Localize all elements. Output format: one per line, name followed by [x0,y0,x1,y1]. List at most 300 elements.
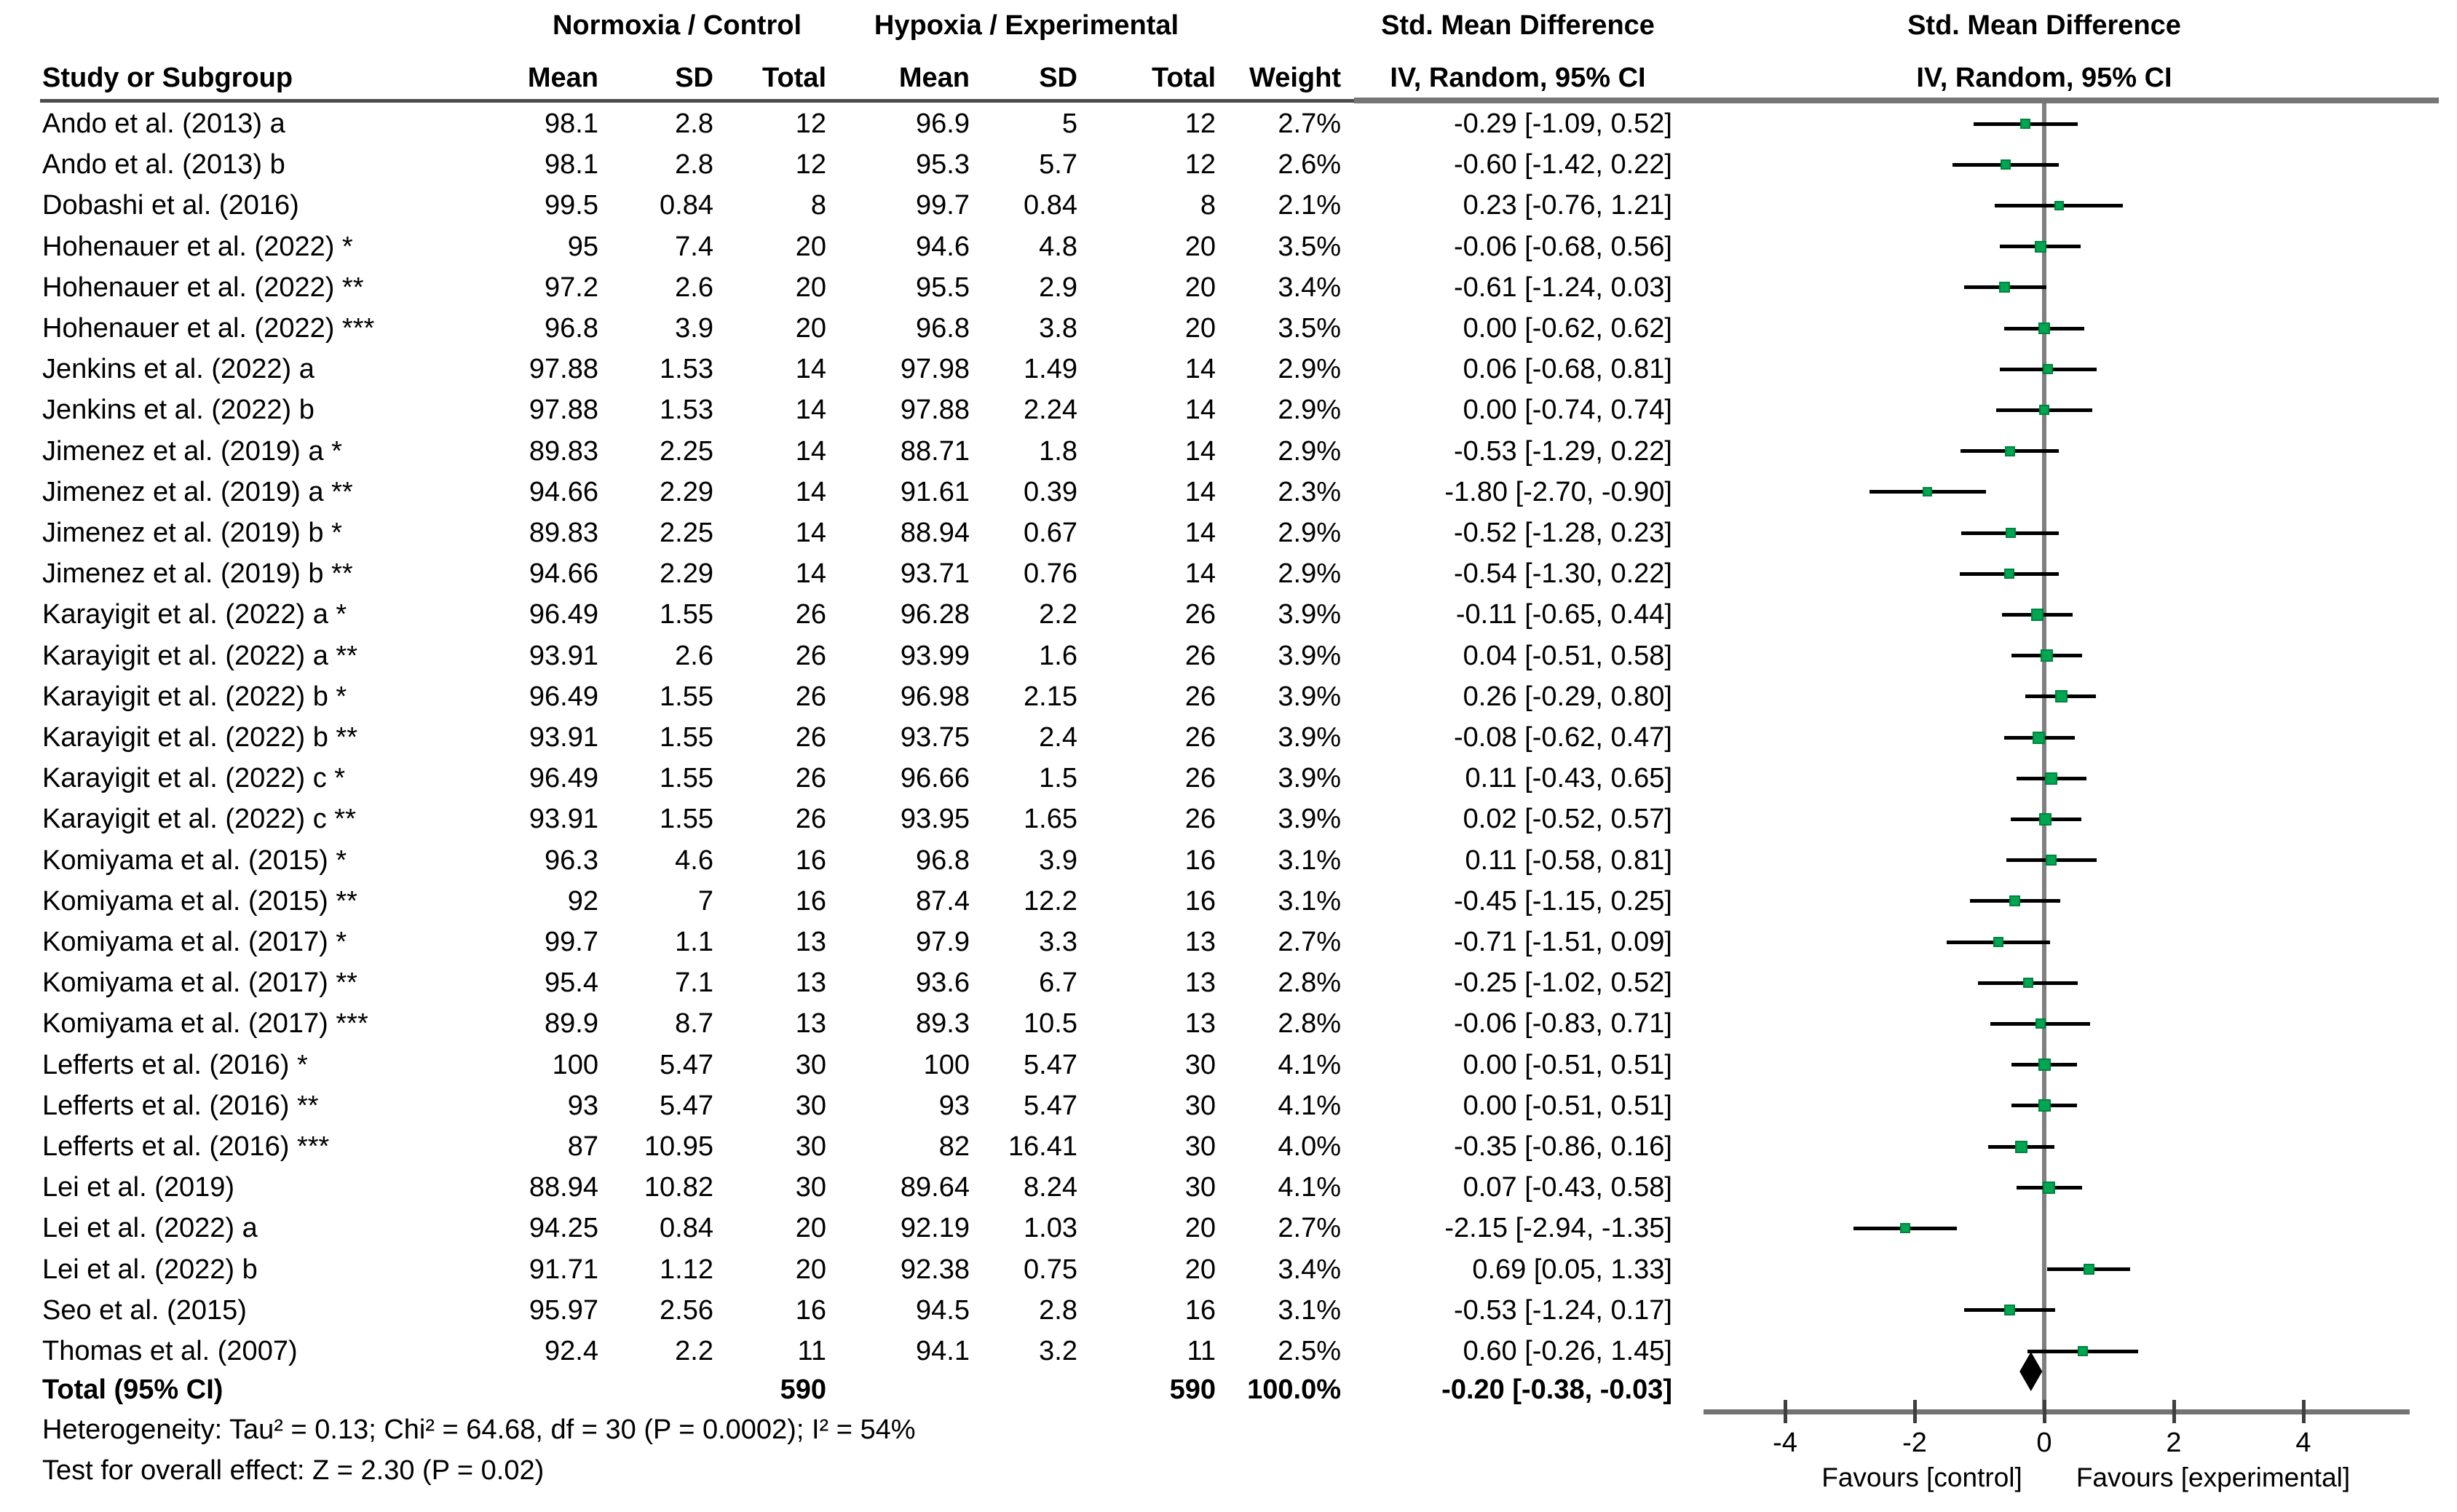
cell-e_mean: 93 [938,1090,970,1121]
cell-c_sd: 7.1 [675,967,713,999]
cell-c_total: 12 [795,149,826,181]
cell-c_sd: 7 [697,885,713,917]
cell-c_sd: 7.4 [675,231,713,262]
cell-e_sd: 1.65 [1024,804,1077,835]
cell-e_total: 11 [1187,1336,1216,1366]
cell-c_total: 12 [795,108,826,139]
cell-e_total: 12 [1184,149,1216,181]
cell-ci_label: 0.11 [-0.43, 0.65] [1465,763,1672,794]
effect-square [2046,855,2057,866]
cell-e_sd: 1.5 [1039,763,1077,794]
study-name: Komiyama et al. (2015) * [42,844,347,876]
cell-e_mean: 97.9 [916,927,970,957]
study-name: Karayigit et al. (2022) c ** [42,804,356,835]
cell-c_mean: 95 [567,231,598,262]
cell-c_total: 16 [795,885,826,917]
cell-c_total: 20 [795,272,826,303]
cell-e_sd: 12.2 [1024,885,1077,917]
cell-e_sd: 1.49 [1024,354,1077,385]
cell-e_sd: 5.47 [1024,1090,1077,1121]
cell-c_mean: 89.83 [529,518,598,548]
cell-c_total: 13 [795,927,826,957]
cell-weight: 3.1% [1278,1294,1341,1326]
cell-c_mean: 97.88 [529,354,598,385]
cell-e_sd: 5 [1061,108,1077,139]
column-header-mean-control: Mean [527,63,598,93]
column-header-total-control: Total [762,63,826,93]
cell-weight: 2.9% [1278,395,1341,426]
effect-square [2006,528,2016,538]
axis-tick-label: 4 [2295,1428,2311,1458]
study-name: Jimenez et al. (2019) b ** [42,558,353,590]
cell-e_mean: 93.71 [900,558,970,590]
group-header-normoxia-control: Normoxia / Control [552,10,802,41]
cell-c_mean: 95.4 [545,967,598,999]
cell-c_sd: 1.55 [660,763,713,794]
effect-square [2054,201,2064,210]
cell-c_mean: 99.7 [545,927,598,957]
cell-e_mean: 95.5 [916,272,970,303]
zero-line [2042,103,2046,1412]
group-header-hypoxia-experimental: Hypoxia / Experimental [874,10,1179,41]
cell-c_mean: 96.49 [529,763,598,794]
cell-c_mean: 97.88 [529,395,598,426]
cell-weight: 3.9% [1278,681,1341,712]
cell-c_total: 30 [795,1090,826,1121]
cell-c_mean: 92 [567,885,598,917]
favours-control-label: Favours [control] [1821,1462,2022,1492]
column-header-weight: Weight [1249,63,1341,93]
cell-ci_label: -0.60 [-1.42, 0.22] [1454,149,1672,181]
cell-weight: 4.1% [1278,1172,1341,1203]
effect-square [2035,1018,2046,1029]
cell-e_sd: 0.67 [1024,518,1077,548]
favours-experimental-label: Favours [experimental] [2076,1462,2351,1492]
cell-weight: 2.7% [1278,108,1341,139]
effect-square [2015,1141,2027,1153]
axis-tick [1784,1400,1787,1423]
cell-e_sd: 0.76 [1024,558,1077,590]
cell-weight: 3.9% [1278,640,1341,671]
cell-c_total: 11 [797,1336,826,1366]
plot-header-iv-random: IV, Random, 95% CI [1916,63,2172,93]
cell-ci_label: -0.29 [-1.09, 0.52] [1454,108,1672,139]
cell-weight: 3.5% [1278,231,1341,262]
cell-e_total: 16 [1184,1294,1216,1326]
cell-c_sd: 2.2 [675,1336,713,1366]
cell-weight: 2.5% [1278,1336,1341,1366]
effect-square [2038,1099,2051,1112]
effect-square [2041,649,2053,662]
cell-weight: 4.1% [1278,1049,1341,1080]
cell-weight: 3.1% [1278,844,1341,876]
cell-c_sd: 4.6 [675,844,713,876]
cell-e_mean: 91.61 [900,476,970,507]
cell-c_mean: 96.3 [545,844,598,876]
cell-c_total: 14 [795,395,826,426]
cell-c_mean: 88.94 [529,1172,598,1203]
cell-e_sd: 3.3 [1039,927,1077,957]
cell-c_total: 14 [795,476,826,507]
cell-e_total: 14 [1184,354,1216,385]
cell-e_sd: 2.4 [1039,722,1077,753]
cell-e_total: 14 [1184,395,1216,426]
axis-tick [2302,1400,2306,1423]
study-name: Dobashi et al. (2016) [42,190,299,221]
cell-c_sd: 5.47 [660,1090,713,1121]
column-header-sd-experimental: SD [1039,63,1077,93]
cell-e_mean: 100 [923,1049,970,1080]
cell-c_sd: 5.47 [660,1049,713,1080]
effect-square [2020,119,2030,129]
cell-e_total: 30 [1184,1131,1216,1162]
cell-e_mean: 96.8 [916,844,970,876]
cell-e_mean: 97.88 [900,395,970,426]
cell-c_total: 14 [795,518,826,548]
cell-c_total: 30 [795,1131,826,1162]
effect-square [2031,609,2043,621]
cell-c_total: 26 [795,722,826,753]
cell-c_total: 26 [795,763,826,794]
column-header-sd-control: SD [675,63,713,93]
effect-square [2023,978,2033,988]
study-name: Hohenauer et al. (2022) ** [42,272,364,303]
cell-ci_label: -0.35 [-0.86, 0.16] [1454,1131,1672,1162]
cell-c_total: 8 [810,190,826,221]
cell-c_total: 26 [795,804,826,835]
cell-ci_label: -0.54 [-1.30, 0.22] [1454,558,1672,590]
cell-c_total: 26 [795,681,826,712]
effect-square [2033,732,2045,744]
cell-e_sd: 6.7 [1039,967,1077,999]
cell-c_sd: 10.95 [644,1131,713,1162]
study-name: Lei et al. (2022) b [42,1254,258,1285]
effect-square [2005,446,2015,456]
cell-weight: 2.9% [1278,435,1341,467]
cell-e_total: 20 [1184,272,1216,303]
study-name: Thomas et al. (2007) [42,1336,298,1366]
axis-tick-label: -4 [1773,1428,1797,1458]
study-name: Komiyama et al. (2017) ** [42,967,357,999]
cell-c_sd: 2.56 [660,1294,713,1326]
total-control-n: 590 [780,1374,826,1405]
total-experimental-n: 590 [1169,1374,1216,1405]
study-name: Lefferts et al. (2016) ** [42,1090,319,1121]
cell-ci_label: 0.06 [-0.68, 0.81] [1463,354,1672,385]
cell-e_sd: 3.9 [1039,844,1077,876]
cell-c_sd: 2.6 [675,640,713,671]
effect-square [2084,1264,2094,1275]
cell-ci_label: 0.02 [-0.52, 0.57] [1463,804,1672,835]
cell-e_total: 8 [1200,190,1216,221]
cell-e_mean: 94.5 [916,1294,970,1326]
cell-ci_label: 0.00 [-0.51, 0.51] [1463,1049,1672,1080]
cell-ci_label: 0.00 [-0.74, 0.74] [1463,395,1672,426]
cell-ci_label: -1.80 [-2.70, -0.90] [1444,476,1672,507]
heterogeneity-text: Heterogeneity: Tau² = 0.13; Chi² = 64.68, df = 30 (P = 0.0002); I² = 54% [42,1414,916,1445]
cell-e_mean: 96.8 [916,313,970,344]
cell-e_total: 13 [1184,927,1216,957]
axis-tick-label: -2 [1902,1428,1927,1458]
cell-e_total: 26 [1184,681,1216,712]
cell-e_mean: 97.98 [900,354,970,385]
cell-c_sd: 1.53 [660,395,713,426]
cell-e_sd: 2.15 [1024,681,1077,712]
cell-weight: 3.4% [1278,272,1341,303]
study-name: Hohenauer et al. (2022) *** [42,313,375,344]
cell-c_mean: 98.1 [545,108,598,139]
cell-ci_label: -0.25 [-1.02, 0.52] [1454,967,1672,999]
cell-e_total: 20 [1184,1254,1216,1285]
cell-e_total: 13 [1184,1008,1216,1040]
cell-e_sd: 8.24 [1024,1172,1077,1203]
cell-weight: 2.9% [1278,518,1341,548]
cell-c_sd: 8.7 [675,1008,713,1040]
effect-square [2001,159,2011,170]
cell-e_mean: 89.3 [916,1008,970,1040]
cell-weight: 3.1% [1278,885,1341,917]
cell-weight: 2.8% [1278,967,1341,999]
cell-e_mean: 82 [938,1131,970,1162]
cell-e_sd: 2.2 [1039,599,1077,630]
cell-e_sd: 5.7 [1039,149,1077,181]
cell-ci_label: 0.04 [-0.51, 0.58] [1463,640,1672,671]
cell-c_sd: 0.84 [660,190,713,221]
effect-square [2043,1182,2055,1194]
cell-e_mean: 88.71 [900,435,970,467]
cell-e_total: 30 [1184,1172,1216,1203]
cell-e_total: 14 [1184,435,1216,467]
cell-e_sd: 4.8 [1039,231,1077,262]
study-name: Seo et al. (2015) [42,1294,247,1326]
cell-e_total: 12 [1184,108,1216,139]
cell-e_mean: 94.1 [916,1336,970,1366]
cell-weight: 2.9% [1278,558,1341,590]
plot-header-smd: Std. Mean Difference [1907,10,2181,41]
cell-c_mean: 93.91 [529,722,598,753]
study-name: Karayigit et al. (2022) b * [42,681,347,712]
cell-e_total: 16 [1184,885,1216,917]
cell-c_total: 20 [795,1213,826,1244]
cell-e_mean: 87.4 [916,885,970,917]
effect-square [2039,813,2052,826]
study-name: Lei et al. (2022) a [42,1213,258,1244]
effect-square [2055,690,2068,702]
cell-e_total: 20 [1184,1213,1216,1244]
cell-e_sd: 2.8 [1039,1294,1077,1326]
header-separator-table [40,99,1354,103]
effect-square [2039,405,2049,415]
cell-c_sd: 2.25 [660,435,713,467]
cell-c_total: 30 [795,1172,826,1203]
study-name: Lefferts et al. (2016) *** [42,1131,330,1162]
cell-e_sd: 1.6 [1039,640,1077,671]
cell-ci_label: 0.11 [-0.58, 0.81] [1465,844,1672,876]
cell-e_total: 26 [1184,640,1216,671]
cell-c_total: 20 [795,231,826,262]
cell-c_sd: 1.1 [675,927,713,957]
cell-c_mean: 96.49 [529,599,598,630]
cell-c_mean: 93.91 [529,640,598,671]
cell-ci_label: -0.61 [-1.24, 0.03] [1454,272,1672,303]
cell-e_total: 16 [1184,844,1216,876]
cell-weight: 3.9% [1278,722,1341,753]
cell-c_sd: 2.6 [675,272,713,303]
effect-square [1993,937,2003,947]
column-header-mean-experimental: Mean [898,63,970,93]
study-name: Jenkins et al. (2022) b [42,395,314,426]
cell-e_mean: 88.94 [900,518,970,548]
cell-c_sd: 1.55 [660,804,713,835]
axis-tick-label: 2 [2166,1428,2182,1458]
effect-square [2043,364,2053,374]
study-name: Karayigit et al. (2022) a * [42,599,347,630]
cell-c_sd: 2.29 [660,558,713,590]
effect-square [2038,1058,2051,1071]
effect-square [2004,1305,2015,1315]
cell-c_mean: 97.2 [545,272,598,303]
cell-c_sd: 2.29 [660,476,713,507]
study-name: Jimenez et al. (2019) a * [42,435,342,467]
study-name: Hohenauer et al. (2022) * [42,231,353,262]
cell-e_total: 26 [1184,763,1216,794]
cell-e_sd: 0.84 [1024,190,1077,221]
effect-square [1900,1223,1910,1233]
cell-ci_label: 0.00 [-0.51, 0.51] [1463,1090,1672,1121]
study-name: Lefferts et al. (2016) * [42,1049,308,1080]
cell-e_total: 14 [1184,476,1216,507]
cell-e_total: 26 [1184,599,1216,630]
cell-e_sd: 3.8 [1039,313,1077,344]
effect-square [2045,772,2057,785]
cell-e_sd: 1.8 [1039,435,1077,467]
cell-weight: 2.7% [1278,1213,1341,1244]
cell-e_mean: 95.3 [916,149,970,181]
cell-e_total: 13 [1184,967,1216,999]
cell-c_total: 20 [795,1254,826,1285]
cell-e_total: 14 [1184,558,1216,590]
cell-c_sd: 3.9 [675,313,713,344]
cell-e_total: 14 [1184,518,1216,548]
study-name: Karayigit et al. (2022) a ** [42,640,358,671]
cell-ci_label: -0.06 [-0.83, 0.71] [1454,1008,1672,1040]
cell-c_mean: 95.97 [529,1294,598,1326]
cell-c_total: 13 [795,1008,826,1040]
cell-e_mean: 92.38 [900,1254,970,1285]
cell-c_mean: 89.83 [529,435,598,467]
cell-weight: 4.0% [1278,1131,1341,1162]
cell-weight: 3.9% [1278,804,1341,835]
cell-c_mean: 87 [567,1131,598,1162]
cell-weight: 3.5% [1278,313,1341,344]
study-name: Ando et al. (2013) b [42,149,285,181]
cell-c_sd: 2.8 [675,149,713,181]
cell-c_mean: 94.66 [529,558,598,590]
cell-c_total: 13 [795,967,826,999]
cell-e_sd: 2.24 [1024,395,1077,426]
effect-square [1923,487,1932,496]
cell-weight: 2.3% [1278,476,1341,507]
cell-e_mean: 99.7 [916,190,970,221]
cell-c_mean: 89.9 [545,1008,598,1040]
cell-e_sd: 5.47 [1024,1049,1077,1080]
cell-e_mean: 92.19 [900,1213,970,1244]
cell-c_total: 14 [795,435,826,467]
cell-e_total: 26 [1184,722,1216,753]
cell-ci_label: -2.15 [-2.94, -1.35] [1444,1213,1672,1244]
cell-ci_label: -0.53 [-1.24, 0.17] [1454,1294,1672,1326]
cell-c_sd: 1.12 [660,1254,713,1285]
cell-c_total: 26 [795,599,826,630]
cell-weight: 2.8% [1278,1008,1341,1040]
cell-c_mean: 93 [567,1090,598,1121]
cell-ci_label: 0.07 [-0.43, 0.58] [1463,1172,1672,1203]
cell-ci_label: -0.52 [-1.28, 0.23] [1454,518,1672,548]
cell-e_total: 20 [1184,313,1216,344]
study-name: Komiyama et al. (2017) * [42,927,347,957]
cell-c_sd: 1.55 [660,599,713,630]
cell-e_mean: 93.95 [900,804,970,835]
cell-c_mean: 94.25 [529,1213,598,1244]
column-header-smd-text: Std. Mean Difference [1381,10,1655,41]
cell-e_mean: 96.28 [900,599,970,630]
cell-c_sd: 1.53 [660,354,713,385]
column-header-study: Study or Subgroup [42,63,293,93]
effect-square [2009,895,2020,906]
cell-ci_label: 0.00 [-0.62, 0.62] [1463,313,1672,344]
cell-ci_label: 0.26 [-0.29, 0.80] [1463,681,1672,712]
cell-c_sd: 10.82 [644,1172,713,1203]
cell-c_total: 30 [795,1049,826,1080]
cell-c_mean: 98.1 [545,149,598,181]
cell-e_mean: 89.64 [900,1172,970,1203]
cell-weight: 3.9% [1278,763,1341,794]
study-name: Karayigit et al. (2022) c * [42,763,346,794]
study-name: Komiyama et al. (2017) *** [42,1008,368,1040]
cell-c_total: 16 [795,844,826,876]
cell-c_mean: 99.5 [545,190,598,221]
cell-c_total: 14 [795,354,826,385]
axis-tick [2043,1400,2046,1423]
cell-e_total: 20 [1184,231,1216,262]
cell-ci_label: -0.53 [-1.29, 0.22] [1454,435,1672,467]
study-name: Karayigit et al. (2022) b ** [42,722,358,753]
cell-c_mean: 100 [552,1049,598,1080]
study-name: Lei et al. (2019) [42,1172,235,1203]
cell-e_mean: 96.98 [900,681,970,712]
cell-e_total: 30 [1184,1049,1216,1080]
cell-c_total: 14 [795,558,826,590]
study-name: Ando et al. (2013) a [42,108,285,139]
cell-c_mean: 92.4 [545,1336,598,1366]
cell-c_sd: 2.8 [675,108,713,139]
cell-e_sd: 0.39 [1024,476,1077,507]
cell-c_sd: 1.55 [660,681,713,712]
cell-c_total: 20 [795,313,826,344]
cell-e_sd: 0.75 [1024,1254,1077,1285]
cell-c_sd: 2.25 [660,518,713,548]
effect-square [2035,241,2046,253]
cell-e_mean: 96.66 [900,763,970,794]
total-row-label: Total (95% CI) [42,1374,223,1405]
total-ci-label: -0.20 [-0.38, -0.03] [1441,1374,1672,1405]
cell-c_mean: 96.8 [545,313,598,344]
cell-weight: 3.9% [1278,599,1341,630]
cell-ci_label: -0.71 [-1.51, 0.09] [1454,927,1672,957]
cell-e_sd: 3.2 [1039,1336,1077,1366]
cell-e_sd: 10.5 [1024,1008,1077,1040]
cell-c_total: 26 [795,640,826,671]
